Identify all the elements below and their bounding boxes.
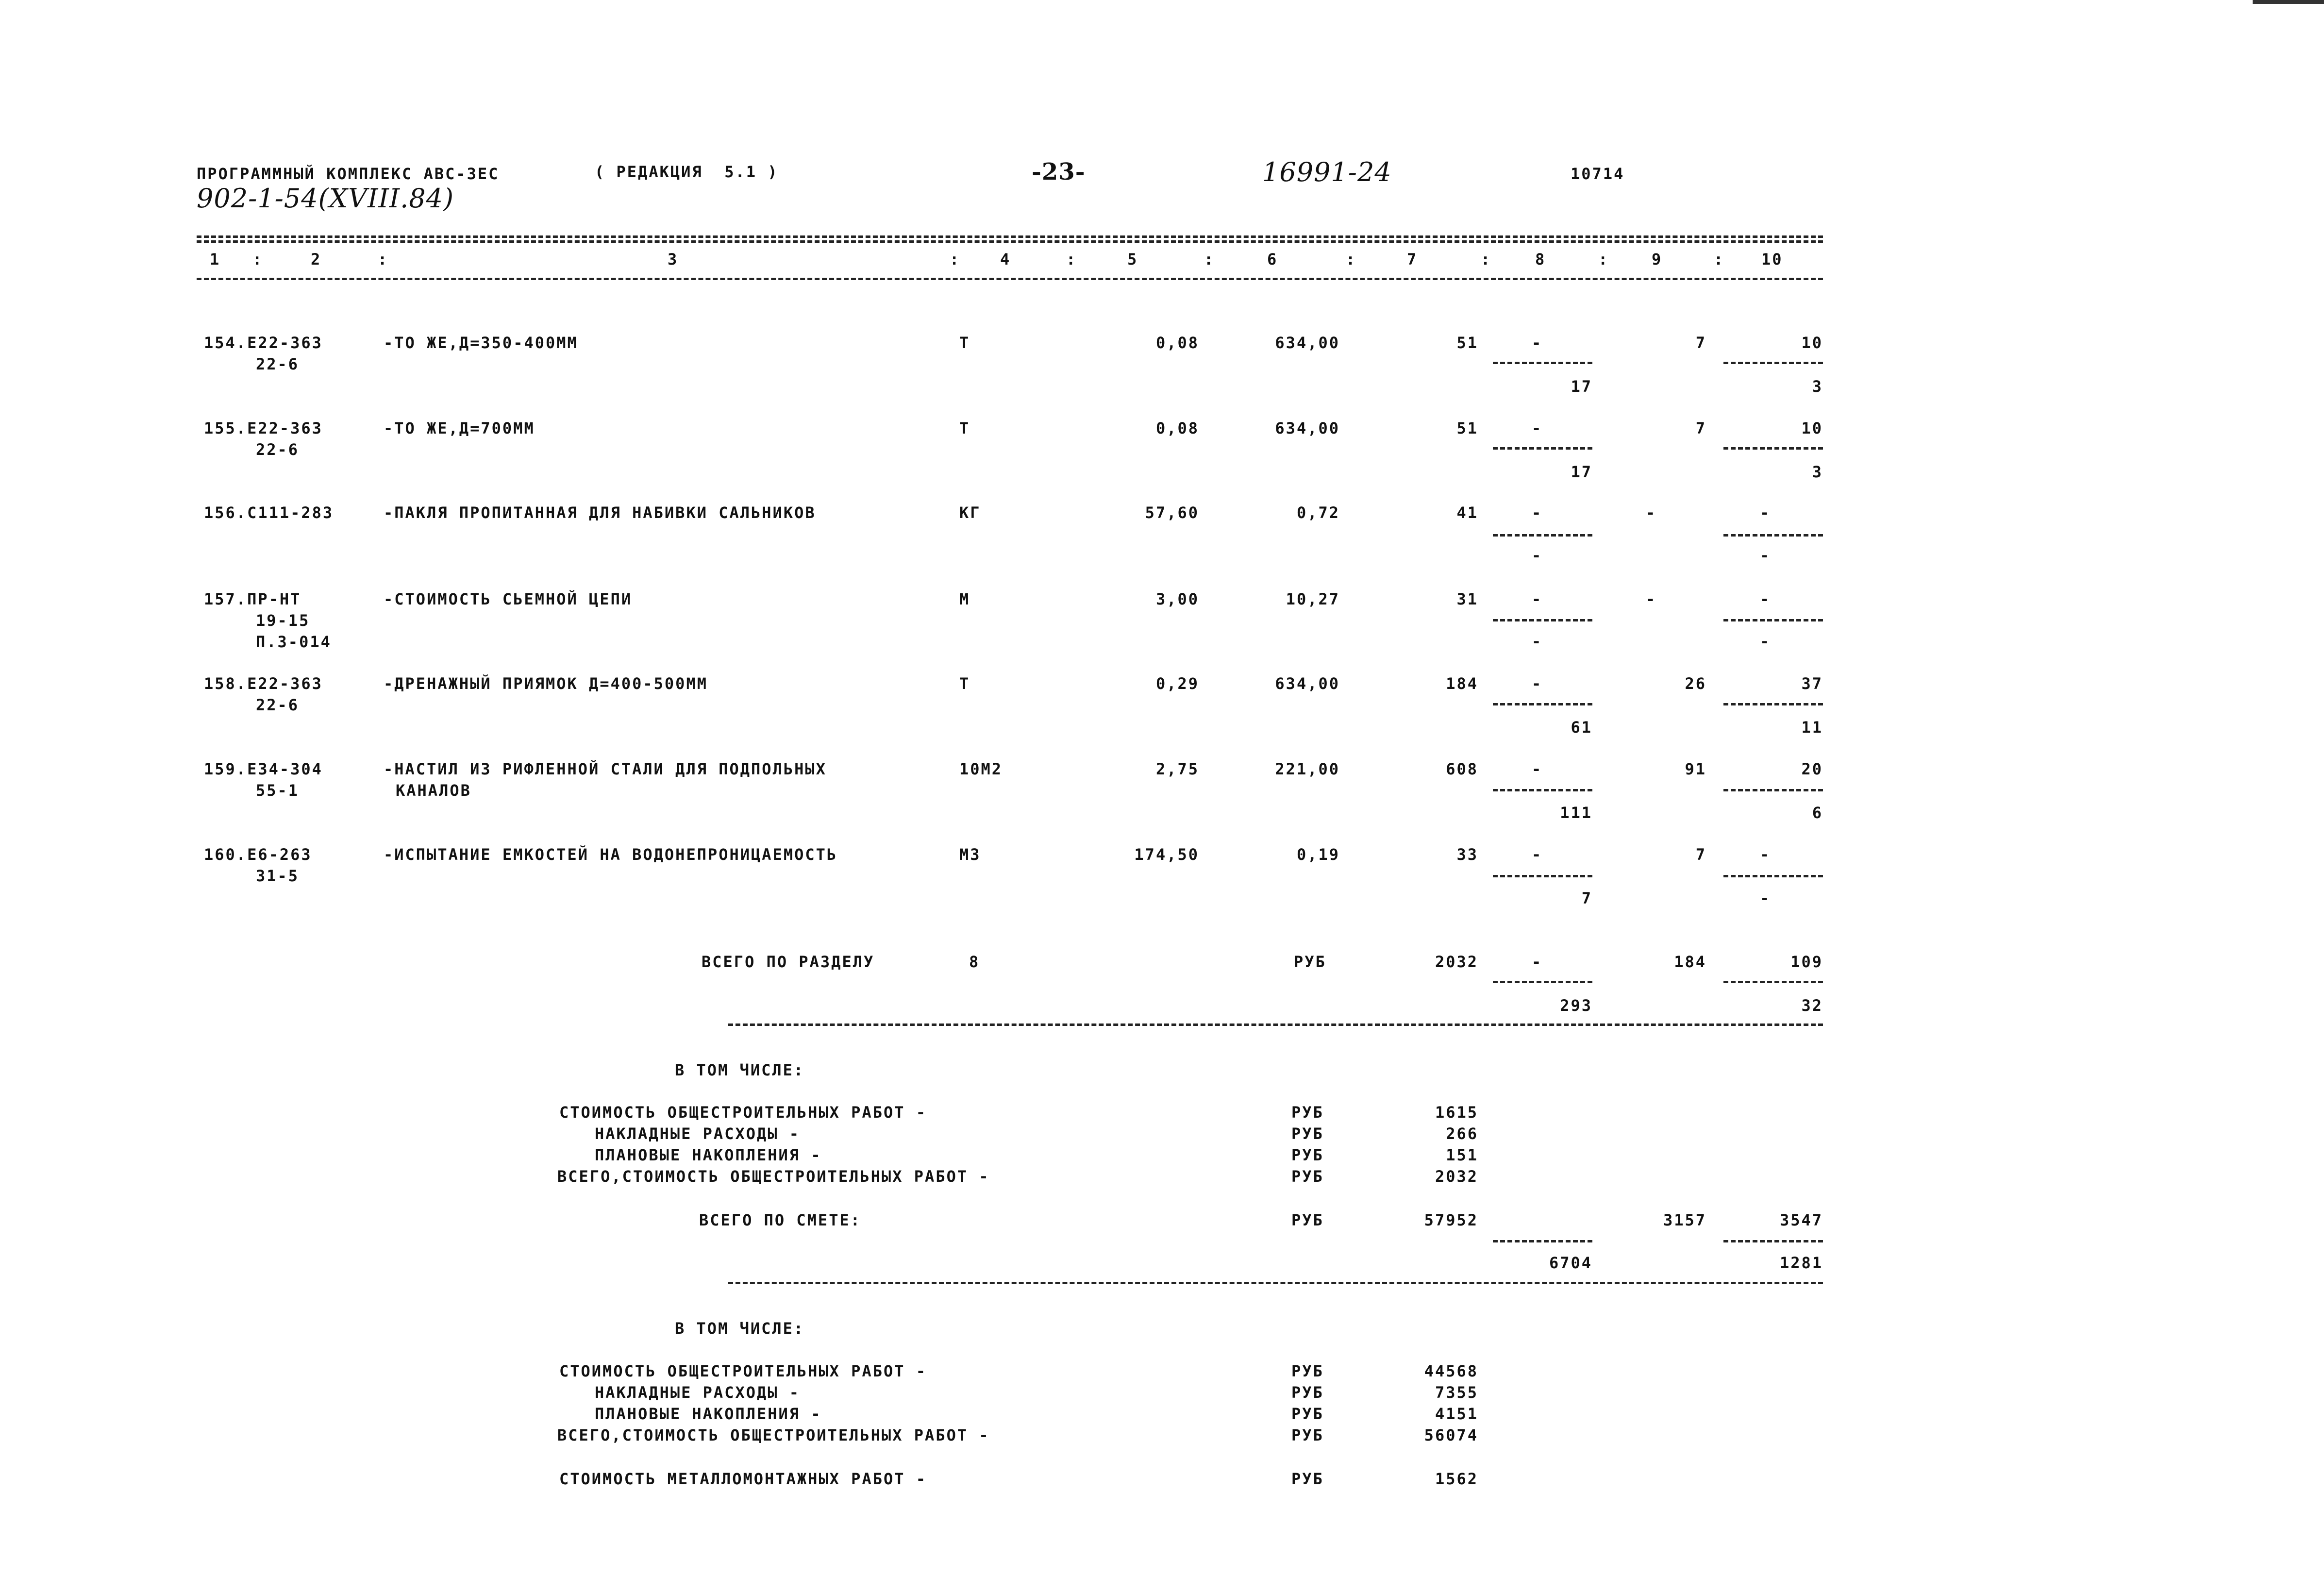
row-c10-top: - (1760, 503, 1771, 522)
breakdown-unit: РУБ (1291, 1426, 1324, 1444)
row-c8-bot: 17 (1571, 463, 1592, 481)
col-1: 1 (210, 250, 221, 268)
row-code-2: 22-6 (256, 355, 300, 373)
section-c10-top: 109 (1790, 953, 1823, 971)
row-total: 33 (1456, 845, 1478, 864)
section-number: 8 (969, 953, 980, 971)
row-total: 31 (1456, 590, 1478, 608)
row-code-2: 31-5 (256, 867, 300, 885)
breakdown-label: СТОИМОСТЬ ОБЩЕСТРОИТЕЛЬНЫХ РАБОТ - (559, 1362, 927, 1380)
breakdown-unit: РУБ (1291, 1362, 1324, 1380)
sheet-code: 10714 (1571, 165, 1625, 183)
row-c9: 7 (1695, 845, 1706, 864)
row-code: 154.Е22-363 (204, 334, 323, 352)
doc-number: 16991-24 (1262, 157, 1392, 187)
estimate-c10-bot: 1281 (1779, 1254, 1823, 1272)
estimate-c10-top: 3547 (1779, 1211, 1823, 1229)
col-4: 4 (1000, 250, 1011, 268)
corner-mark (2253, 0, 2324, 4)
row-code-2: 55-1 (256, 781, 300, 800)
row-c10-bot: 6 (1812, 804, 1823, 822)
breakdown-value: 7355 (1435, 1383, 1478, 1402)
row-total: 184 (1446, 674, 1478, 693)
page-number: -23- (1032, 158, 1086, 185)
row-c8-bot: 61 (1571, 718, 1592, 737)
row-c8-bot: - (1532, 546, 1543, 565)
header-rule-top (197, 235, 1823, 238)
breakdown-unit: РУБ (1291, 1146, 1324, 1164)
row-name: -СТОИМОСТЬ СЬЕМНОЙ ЦЕПИ (384, 590, 633, 608)
row-total: 51 (1456, 419, 1478, 437)
section-rule (728, 1023, 1823, 1026)
estimate-rule (728, 1282, 1823, 1284)
estimate-breakdown-heading: В ТОМ ЧИСЛЕ: (675, 1319, 805, 1338)
breakdown-unit: РУБ (1291, 1103, 1324, 1122)
header-rule-top-2 (197, 240, 1823, 243)
program-edition: ( РЕДАКЦИЯ 5.1 ) (595, 163, 779, 181)
breakdown-value: 151 (1446, 1146, 1478, 1164)
row-c8-top: - (1532, 674, 1543, 693)
section-c10-bot: 32 (1801, 996, 1823, 1015)
row-code: 155.Е22-363 (204, 419, 323, 437)
row-qty: 0,08 (1155, 419, 1199, 437)
breakdown-value: 1562 (1435, 1470, 1478, 1488)
breakdown-value: 44568 (1424, 1362, 1478, 1380)
row-c8-top: - (1532, 334, 1543, 352)
estimate-total-value: 57952 (1424, 1211, 1478, 1229)
breakdown-label: СТОИМОСТЬ ОБЩЕСТРОИТЕЛЬНЫХ РАБОТ - (559, 1103, 927, 1122)
col-6: 6 (1267, 250, 1278, 268)
row-qty: 0,08 (1155, 334, 1199, 352)
breakdown-unit: РУБ (1291, 1167, 1324, 1186)
row-price: 634,00 (1275, 674, 1340, 693)
row-code-2: 22-6 (256, 696, 300, 714)
section-c8-top: - (1532, 953, 1543, 971)
breakdown-value: 4151 (1435, 1405, 1478, 1423)
row-c8-top: - (1532, 419, 1543, 437)
row-c10-top: 10 (1801, 334, 1823, 352)
estimate-total-unit: РУБ (1291, 1211, 1324, 1229)
row-c9: 26 (1685, 674, 1706, 693)
breakdown-label: ПЛАНОВЫЕ НАКОПЛЕНИЯ - (595, 1146, 822, 1164)
row-price: 634,00 (1275, 334, 1340, 352)
row-price: 221,00 (1275, 760, 1340, 778)
section-breakdown-heading: В ТОМ ЧИСЛЕ: (675, 1061, 805, 1079)
breakdown-unit: РУБ (1291, 1405, 1324, 1423)
row-qty: 3,00 (1155, 590, 1199, 608)
breakdown-label: НАКЛАДНЫЕ РАСХОДЫ - (595, 1124, 801, 1143)
row-name: -ИСПЫТАНИЕ ЕМКОСТЕЙ НА ВОДОНЕПРОНИЦАЕМОСТЬ (384, 845, 838, 864)
row-total: 608 (1446, 760, 1478, 778)
breakdown-label: СТОИМОСТЬ МЕТАЛЛОМОНТАЖНЫХ РАБОТ - (559, 1470, 927, 1488)
breakdown-label: ВСЕГО,СТОИМОСТЬ ОБЩЕСТРОИТЕЛЬНЫХ РАБОТ - (557, 1167, 990, 1186)
breakdown-label: НАКЛАДНЫЕ РАСХОДЫ - (595, 1383, 801, 1402)
row-unit: Т (959, 419, 970, 437)
row-code-3: П.3-014 (256, 633, 332, 651)
row-price: 634,00 (1275, 419, 1340, 437)
header-rule-bottom (197, 278, 1823, 280)
row-c8-bot: 7 (1581, 889, 1592, 907)
row-c10-bot: - (1760, 632, 1771, 651)
row-c8-bot: 111 (1560, 804, 1592, 822)
row-qty: 0,29 (1155, 674, 1199, 693)
section-total-label: ВСЕГО ПО РАЗДЕЛУ (702, 953, 875, 971)
row-c8-bot: - (1532, 632, 1543, 651)
row-c10-bot: 3 (1812, 463, 1823, 481)
row-name-2: КАНАЛОВ (396, 781, 471, 800)
row-price: 10,27 (1286, 590, 1340, 608)
breakdown-label: ПЛАНОВЫЕ НАКОПЛЕНИЯ - (595, 1405, 822, 1423)
estimate-c9: 3157 (1663, 1211, 1706, 1229)
row-c9: - (1646, 590, 1657, 608)
row-qty: 57,60 (1145, 503, 1199, 522)
breakdown-value: 266 (1446, 1124, 1478, 1143)
row-c10-top: 20 (1801, 760, 1823, 778)
row-code: 159.Е34-304 (204, 760, 323, 778)
row-c8-top: - (1532, 845, 1543, 864)
col-5: 5 (1127, 250, 1138, 268)
row-code: 157.ПР-НТ (204, 590, 301, 608)
col-8: 8 (1535, 250, 1546, 268)
breakdown-unit: РУБ (1291, 1383, 1324, 1402)
section-total-unit: РУБ (1294, 953, 1326, 971)
row-c8-top: - (1532, 590, 1543, 608)
row-name: -ТО ЖЕ,Д=350-400ММ (384, 334, 578, 352)
row-qty: 174,50 (1134, 845, 1199, 864)
row-c8-top: - (1532, 760, 1543, 778)
section-c9: 184 (1674, 953, 1706, 971)
row-c8-bot: 17 (1571, 377, 1592, 396)
row-code: 158.Е22-363 (204, 674, 323, 693)
row-c10-top: - (1760, 845, 1771, 864)
row-price: 0,19 (1296, 845, 1340, 864)
row-c10-top: 10 (1801, 419, 1823, 437)
row-total: 41 (1456, 503, 1478, 522)
row-code: 160.Е6-263 (204, 845, 312, 864)
row-name: -НАСТИЛ ИЗ РИФЛЕННОЙ СТАЛИ ДЛЯ ПОДПОЛЬНЫХ (384, 760, 827, 778)
program-name: ПРОГРАММНЫЙ КОМПЛЕКС АВС-3ЕС (197, 165, 500, 183)
row-code: 156.С111-283 (204, 503, 334, 522)
col-7: 7 (1407, 250, 1418, 268)
col-10: 10 (1761, 250, 1783, 268)
breakdown-value: 2032 (1435, 1167, 1478, 1186)
row-c10-bot: 11 (1801, 718, 1823, 737)
col-3: 3 (668, 250, 679, 268)
estimate-total-label: ВСЕГО ПО СМЕТЕ: (699, 1211, 861, 1229)
row-price: 0,72 (1296, 503, 1340, 522)
row-code-2: 19-15 (256, 611, 310, 630)
row-c8-top: - (1532, 503, 1543, 522)
row-qty: 2,75 (1155, 760, 1199, 778)
breakdown-label: ВСЕГО,СТОИМОСТЬ ОБЩЕСТРОИТЕЛЬНЫХ РАБОТ - (557, 1426, 990, 1444)
breakdown-value: 56074 (1424, 1426, 1478, 1444)
row-name: -ТО ЖЕ,Д=700ММ (384, 419, 535, 437)
row-unit: М3 (959, 845, 981, 864)
row-code-2: 22-6 (256, 440, 300, 459)
section-c8-bot: 293 (1560, 996, 1592, 1015)
row-c9: 7 (1695, 334, 1706, 352)
row-c10-bot: - (1760, 889, 1771, 907)
row-c9: 7 (1695, 419, 1706, 437)
row-unit: Т (959, 334, 970, 352)
row-name: -ДРЕНАЖНЫЙ ПРИЯМОК Д=400-500ММ (384, 674, 708, 693)
row-c10-bot: - (1760, 546, 1771, 565)
breakdown-value: 1615 (1435, 1103, 1478, 1122)
row-c9: - (1646, 503, 1657, 522)
project-code: 902-1-54(XVIII.84) (197, 183, 454, 214)
row-unit: М (959, 590, 970, 608)
row-c10-bot: 3 (1812, 377, 1823, 396)
section-total-value: 2032 (1435, 953, 1478, 971)
row-c10-top: - (1760, 590, 1771, 608)
row-name: -ПАКЛЯ ПРОПИТАННАЯ ДЛЯ НАБИВКИ САЛЬНИКОВ (384, 503, 816, 522)
row-unit: Т (959, 674, 970, 693)
row-total: 51 (1456, 334, 1478, 352)
row-c10-top: 37 (1801, 674, 1823, 693)
row-unit: КГ (959, 503, 981, 522)
col-2: 2 (311, 250, 322, 268)
row-c9: 91 (1685, 760, 1706, 778)
col-9: 9 (1652, 250, 1663, 268)
row-unit: 10М2 (959, 760, 1003, 778)
breakdown-unit: РУБ (1291, 1470, 1324, 1488)
estimate-c8-bot: 6704 (1549, 1254, 1592, 1272)
breakdown-unit: РУБ (1291, 1124, 1324, 1143)
